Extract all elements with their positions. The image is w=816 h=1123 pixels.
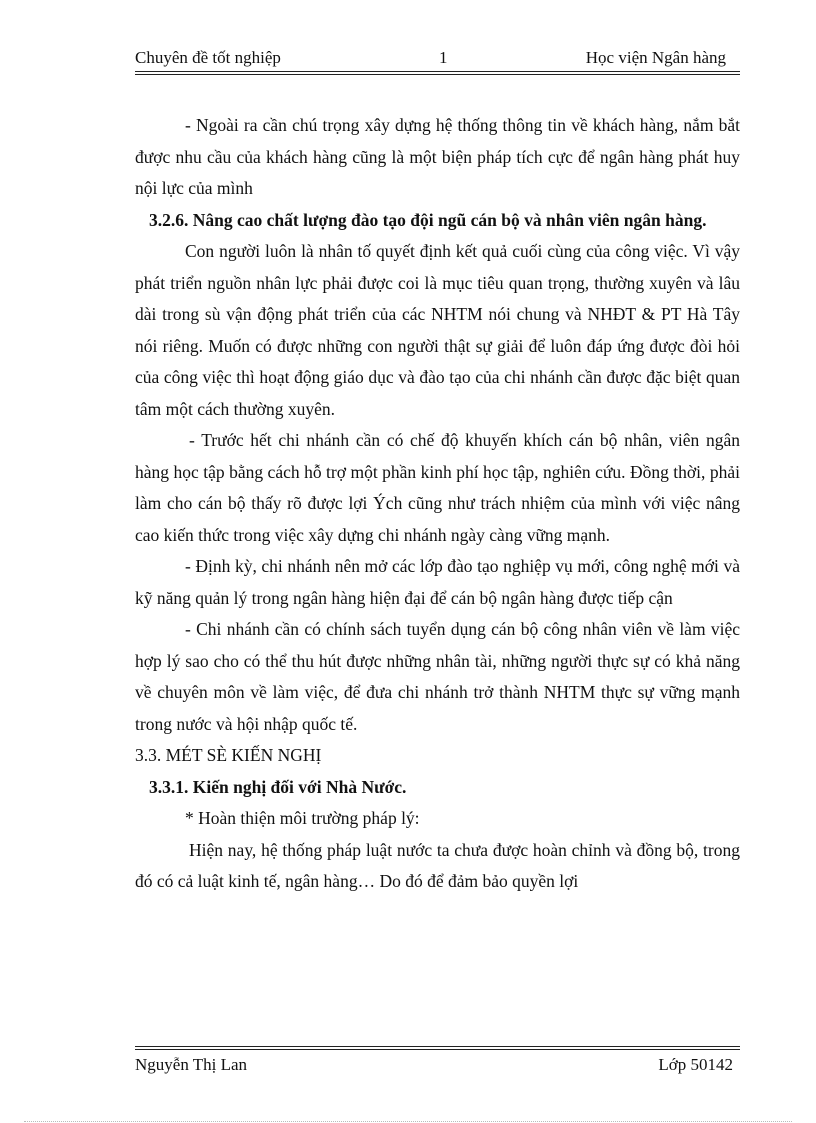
paragraph-encourage-study: - Trước hết chi nhánh cần có chế độ khuyến khích cán bộ nhân, viên ngân hàng học tập bằng cách hỗ trợ một phần kinh phí học tập, nghiên cứu. Đồng thời, phải làm cho cán bộ thấy rõ được lợi Ých cũng như trách nhiệm của mình với việc nâng cao kiến thức trong việc xây dựng chi nhánh ngày càng vững mạnh. <box>135 430 740 545</box>
paragraph-current-legal-system: Hiện nay, hệ thống pháp luật nước ta chưa được hoàn chỉnh và đồng bộ, trong đó có cả luật kinh tế, ngân hàng… Do đó để đảm bảo quyền lợi <box>135 839 740 891</box>
heading-3-3-1: 3.3.1. Kiến nghị đối với Nhà Nước. <box>149 776 407 797</box>
footer-class: Lớp 50142 <box>658 1055 733 1074</box>
footer-rule <box>135 1046 740 1047</box>
paragraph-legal-environment: * Hoàn thiện môi trường pháp lý: <box>185 808 420 828</box>
header-document-type: Chuyên đề tốt nghiệp <box>135 48 281 67</box>
header-institution: Học viện Ngân hàng <box>585 48 726 67</box>
footer-author: Nguyễn Thị Lan <box>135 1055 248 1074</box>
paragraph-recruitment-policy: - Chi nhánh cần có chính sách tuyển dụng cán bộ công nhân viên về làm việc hợp lý sao cho có thể thu hút được những nhân tài, những người thực sự có khả năng về chuyên môn về làm việc, để đưa chi nhánh trở thành NHTM thực sự vững mạnh trong nước và hội nhập quốc tế. <box>135 619 740 734</box>
paragraph-human-resources: Con người luôn là nhân tố quyết định kết quả cuối cùng của công việc. Vì vậy phát triển nguồn nhân lực phải được coi là mục tiêu quan trọng, thường xuyên và lâu dài trong sù vận động phát triển của các NHTM nói chung và NHĐT & PT Hà Tây nói riêng. Muốn có được những con người thật sự giải để luôn đáp ứng được đòi hỏi của công việc thì hoạt động giáo dục và đào tạo của chi nhánh cần được đặc biệt quan tâm một cách thường xuyên. <box>135 241 740 419</box>
page-footer <box>135 1055 740 1077</box>
document-body <box>135 110 740 898</box>
header-rule-secondary <box>135 74 740 75</box>
header-rule <box>135 71 740 72</box>
page-bottom-dotted-line <box>24 1121 792 1122</box>
paragraph-periodic-training: - Định kỳ, chi nhánh nên mở các lớp đào tạo nghiệp vụ mới, công nghệ mới và kỹ năng quản lý trong ngân hàng hiện đại để cán bộ ngân hàng được tiếp cận <box>135 556 740 608</box>
footer-rule-secondary <box>135 1049 740 1050</box>
paragraph-customer-info: - Ngoài ra cần chú trọng xây dựng hệ thống thông tin về khách hàng, nắm bắt được nhu cầu của khách hàng cũng là một biện pháp tích cực để ngân hàng phát huy nội lực của mình <box>135 115 740 198</box>
page-header <box>135 48 740 70</box>
heading-3-3: 3.3. MÉT SÈ KIẾN NGHỊ <box>135 745 322 765</box>
heading-3-2-6: 3.2.6. Nâng cao chất lượng đào tạo đội ngũ cán bộ và nhân viên ngân hàng. <box>149 209 707 230</box>
header-page-number: 1 <box>439 48 448 67</box>
